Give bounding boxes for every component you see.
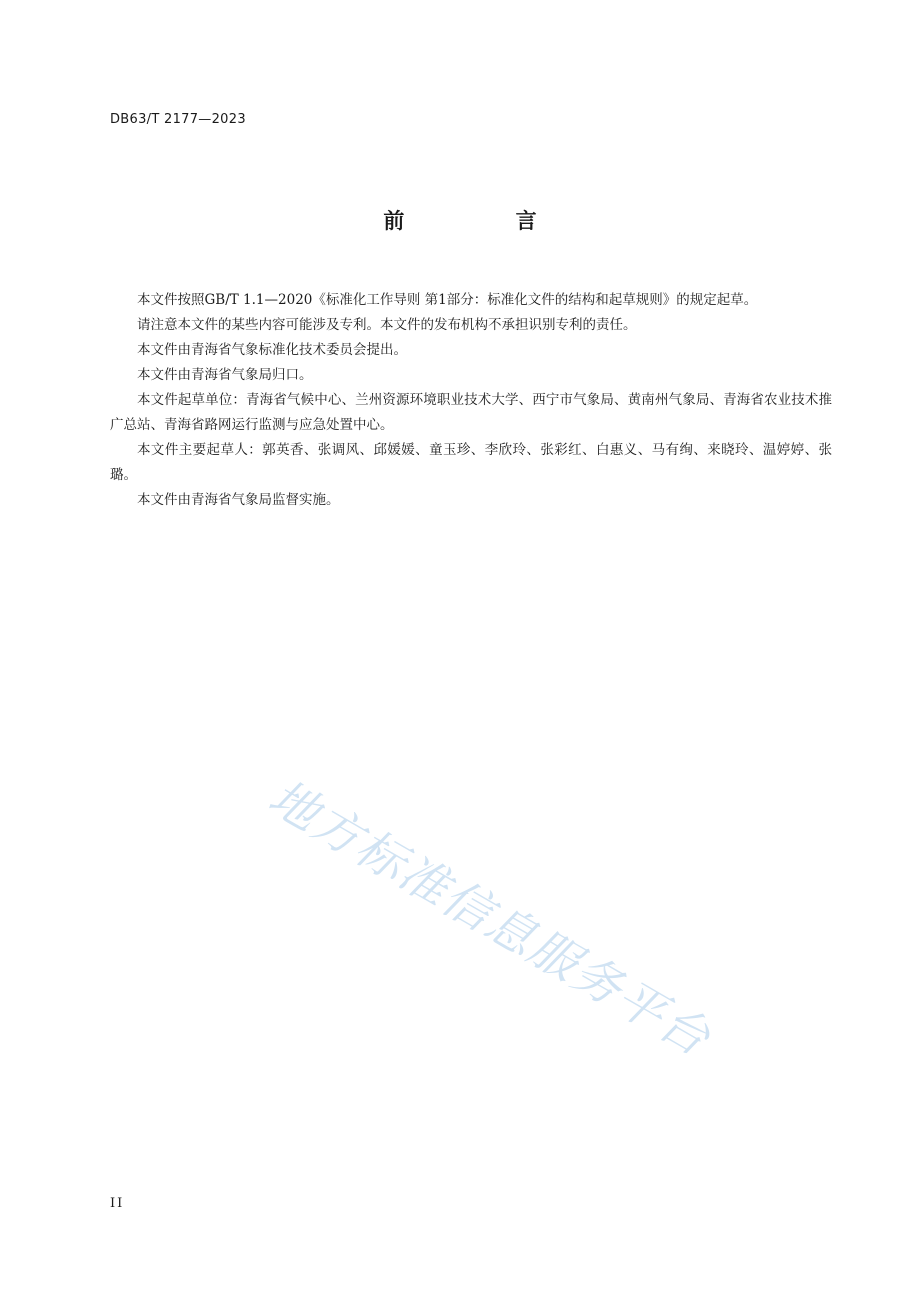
document-code: DB63/T 2177—2023 (110, 112, 246, 127)
paragraph-patent-notice: 请注意本文件的某些内容可能涉及专利。本文件的发布机构不承担识别专利的责任。 (137, 317, 637, 333)
paragraph-drafters: 本文件主要起草人：郭英香、张调风、邱媛媛、童玉珍、李欣玲、张彩红、白惠义、马有绚、来晓玲、温婷婷、张璐。 (110, 442, 832, 483)
foreword-body (110, 288, 832, 513)
paragraph-drafting-rules: 本文件按照GB/T 1.1—2020《标准化工作导则 第1部分：标准化文件的结构和起草规则》的规定起草。 (137, 292, 758, 308)
paragraph-administrator: 本文件由青海省气象局归口。 (137, 367, 313, 383)
watermark: 地方标准信息服务平台 (259, 769, 721, 1068)
paragraph-drafting-units: 本文件起草单位：青海省气候中心、兰州资源环境职业技术大学、西宁市气象局、黄南州气象局、青海省农业技术推广总站、青海省路网运行监测与应急处置中心。 (110, 392, 832, 433)
paragraph-supervisor: 本文件由青海省气象局监督实施。 (137, 492, 340, 508)
page-number: II (110, 1196, 125, 1211)
page-title: 前 言 (383, 209, 589, 233)
paragraph-proposer: 本文件由青海省气象标准化技术委员会提出。 (137, 342, 407, 358)
